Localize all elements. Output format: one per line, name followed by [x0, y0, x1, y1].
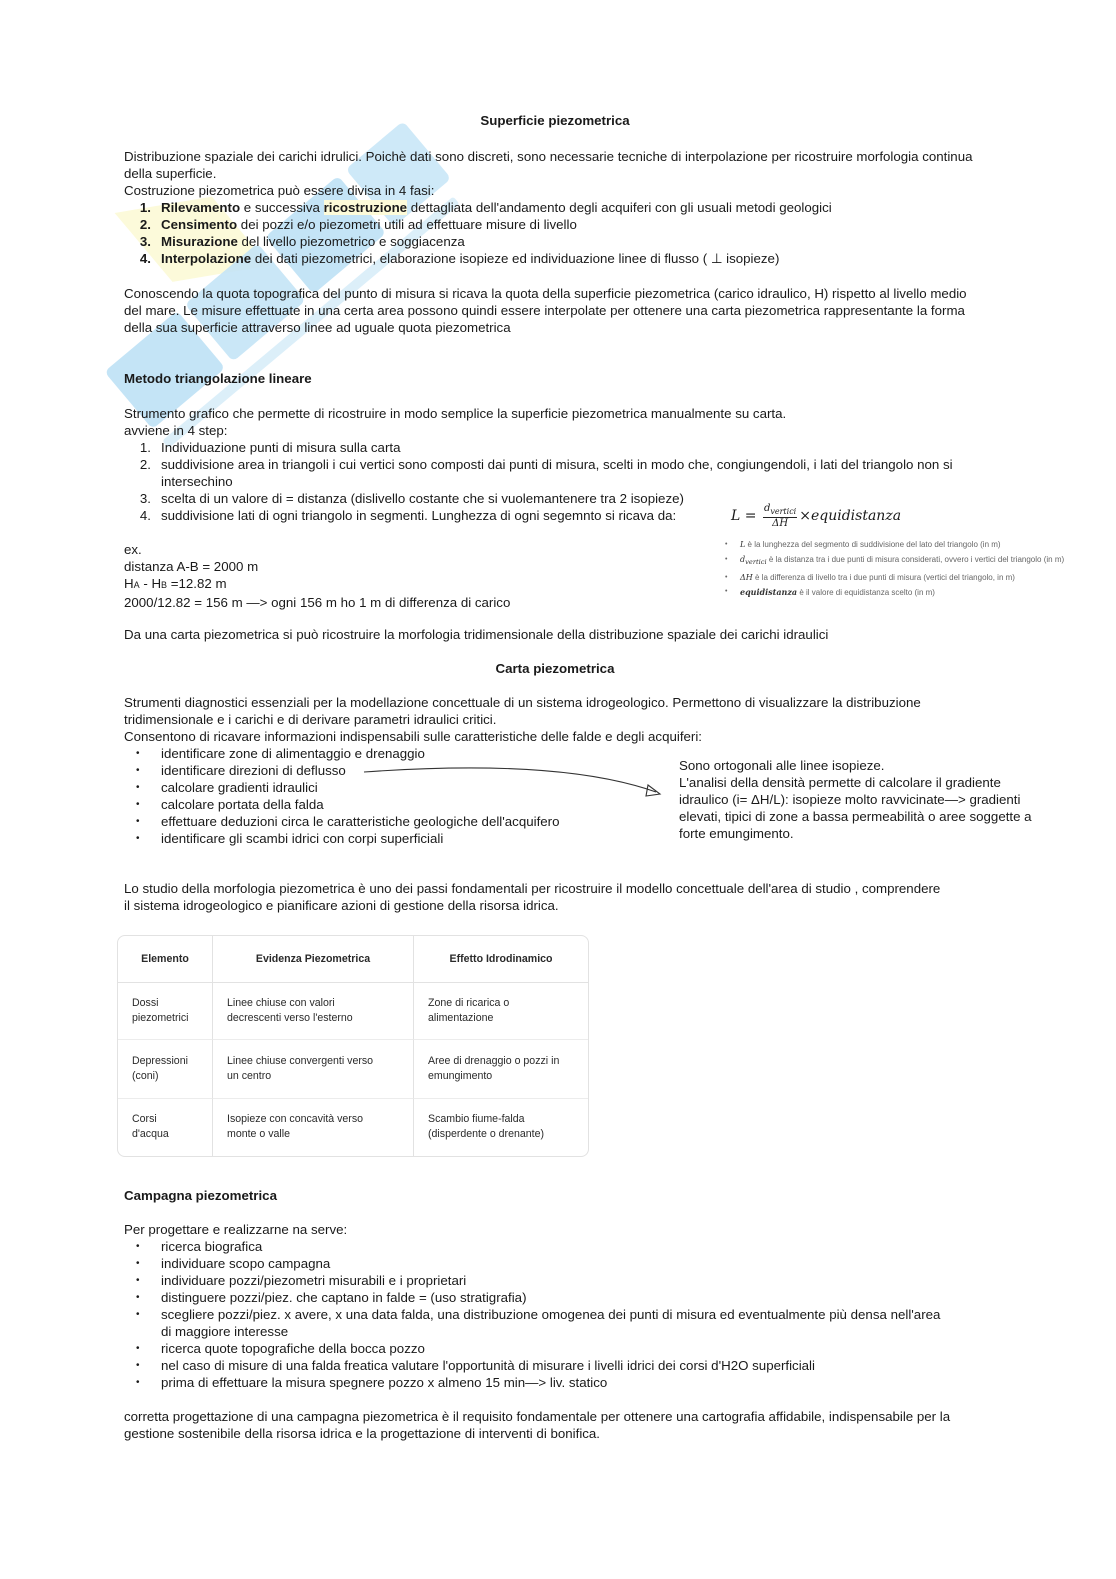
example-block: ex. distanza A-B = 2000 m HA - HB =12.82 m 2000/12.82 = 156 m —> ogni 156 m ho 1 m di differenza di carico: [124, 542, 511, 610]
formula-legend: [724, 538, 1114, 601]
table-cell: Isopieze con concavità verso monte o valle: [212, 1098, 413, 1156]
segment-length-formula: L = $\frac{d_{vertici}}{\Delta H}$ ×equidistanza: [731, 503, 902, 529]
table-cell: Aree di drenaggio o pozzi in emungimento: [413, 1039, 588, 1097]
list-item: • distinguere pozzi/piez. che captano in falde = (uso stratigrafia): [136, 1290, 527, 1305]
list-item: • identificare direzioni di deflusso: [136, 763, 346, 778]
column-header: Elemento: [118, 936, 212, 983]
list-item: • prima di effettuare la misura spegnere pozzo x almeno 15 min—> liv. statico: [136, 1375, 608, 1390]
section-title-carta: Carta piezometrica: [495, 661, 615, 676]
carta-info-intro: Consentono di ricavare informazioni indispensabili sulle caratteristiche delle falde e degli acquiferi:: [124, 729, 702, 744]
list-item: 1. Rilevamento e successiva ricostruzione dettagliata dell'andamento degli acquiferi con gli usuali metodi geologici: [139, 200, 832, 215]
morfologia-paragraph: Lo studio della morfologia piezometrica è uno dei passi fondamentali per ricostruire il modello concettuale dell'area di studio , comprendere il sistema idrogeologico e pianificare azioni di gestione della risorsa idrica.: [124, 881, 941, 913]
list-item: • effettuare deduzioni circa le caratteristiche geologiche dell'acquifero: [136, 814, 560, 829]
list-item: 2. Censimento dei pozzi e/o piezometri utili ad effettuare misure di livello: [139, 217, 577, 232]
table-row: [118, 983, 588, 1039]
intro-paragraph: Distribuzione spaziale dei carichi idrulici. Poichè dati sono discreti, sono necessarie tecniche di interpolazione per ricostruire morfologia continua della superficie.: [124, 149, 973, 181]
table-row: [118, 1039, 588, 1097]
list-item: • calcolare portata della falda: [136, 797, 324, 812]
tri-paragraph: Strumento grafico che permette di ricostruire in modo semplice la superficie piezometrica manualmente su carta.: [124, 406, 787, 421]
phases-intro: Costruzione piezometrica può essere divisa in 4 fasi:: [124, 183, 435, 198]
page-title: Superficie piezometrica: [480, 113, 630, 128]
list-item: • scegliere pozzi/piez. x avere, x una data falda, una distribuzione omogenea dei punti di misura ed eventualmente più densa nell'area di maggiore interesse: [136, 1307, 941, 1339]
table-row: [118, 1098, 588, 1156]
list-item: • identificare zone di alimentaggio e drenaggio: [136, 746, 425, 761]
list-item: • $d_{vertici}$ è la distanza tra i due punti di misura considerati, ovvero i vertici del triangolo (in m): [725, 554, 1065, 567]
list-item: 3. Misurazione del livello piezometrico e soggiacenza: [139, 234, 465, 249]
table-cell: Corsi d'acqua: [118, 1098, 212, 1156]
list-item: • L è la lunghezza del segmento di suddivisione del lato del triangolo (in m): [725, 540, 1001, 549]
flow-direction-note: Sono ortogonali alle linee isopieze. L'analisi della densità permette di calcolare il gradiente idraulico (i= ΔH/L): isopieze molto ravvicinate—> gradienti elevati, tipici di zone a bassa permeabilità o aree soggette a forte emungimento.: [679, 758, 1032, 841]
campagna-closing: corretta progettazione di una campagna piezometrica è il requisito fondamentale per ottenere una cartografia affidabile, indispensabile per la gestione sostenibile della risorsa idrica e la progettazione di interventi di bonifica.: [124, 1409, 951, 1441]
tri-closing: Da una carta piezometrica si può ricostruire la morfologia tridimensionale della distribuzione spaziale dei carichi idraulici: [124, 627, 829, 642]
table-cell: Depressioni (coni): [118, 1039, 212, 1097]
list-item: • ricerca biografica: [136, 1239, 263, 1254]
list-item: • identificare gli scambi idrici con corpi superficiali: [136, 831, 444, 846]
annotation-arrow: [360, 760, 670, 800]
table-cell: Dossi piezometrici: [132, 997, 189, 1025]
list-item: 1. Individuazione punti di misura sulla carta: [139, 440, 401, 455]
table-cell: Linee chiuse con valori decrescenti verso l'esterno: [212, 983, 413, 1039]
list-item: • individuare scopo campagna: [136, 1256, 331, 1271]
table-cell: Zone di ricarica o alimentazione: [413, 983, 588, 1039]
column-header: Effetto Idrodinamico: [413, 936, 588, 983]
table-cell: Scambio fiume-falda (disperdente o drenante): [413, 1098, 588, 1156]
list-item: • ricerca quote topografiche della bocca pozzo: [136, 1341, 425, 1356]
carta-paragraph: Strumenti diagnostici essenziali per la modellazione concettuale di un sistema idrogeologico. Permettono di visualizzare la distribuzione tridimensionale e i carichi e di derivare parametri idraulici critici.: [124, 695, 921, 727]
column-header: Evidenza Piezometrica: [212, 936, 413, 983]
table-header-row: [118, 936, 588, 983]
list-item: • equidistanza è il valore di equidistanza scelto (in m): [725, 587, 935, 598]
campagna-intro: Per progettare e realizzarne na serve:: [124, 1222, 348, 1237]
piezometric-features-table: [117, 935, 589, 1157]
list-item: • nel caso di misure di una falda freatica valutare l'opportunità di misurare i livelli idrici dei corsi d'H2O superficiali: [136, 1358, 815, 1373]
campagna-steps-list: [124, 1238, 954, 1391]
list-item: 4. Interpolazione dei dati piezometrici, elaborazione isopieze ed individuazione linee di flusso ( ⊥ isopieze): [139, 251, 780, 266]
list-item: • individuare pozzi/piezometri misurabili e i proprietari: [136, 1273, 467, 1288]
table-cell: Linee chiuse convergenti verso un centro: [212, 1039, 413, 1097]
section-heading-triangolazione: Metodo triangolazione lineare: [124, 371, 312, 386]
list-item: 2. suddivisione area in triangoli i cui vertici sono composti dai punti di misura, scelti in modo che, congiungendoli, i lati del triangolo non si intersechino: [139, 457, 953, 489]
list-item: 3. scelta di un valore di = distanza (dislivello costante che si vuolemantenere tra 2 isopieze): [139, 491, 684, 506]
list-item: 4. suddivisione lati di ogni triangolo in segmenti. Lunghezza di ogni segemnto si ricava da:: [139, 508, 677, 523]
phases-list: [124, 199, 1024, 267]
section-heading-campagna: Campagna piezometrica: [124, 1188, 277, 1203]
tri-steps-intro: avviene in 4 step:: [124, 423, 228, 438]
list-item: • ΔH è la differenza di livello tra i due punti di misura (vertici del triangolo, in m): [725, 572, 1015, 582]
list-item: • calcolare gradienti idraulici: [136, 780, 318, 795]
quota-paragraph: Conoscendo la quota topografica del punto di misura si ricava la quota della superficie piezometrica (carico idraulico, H) rispetto al livello medio del mare. Le misure effettuate in una certa area possono quindi essere interpolate per ottenere una carta piezometrica rappresentante la forma della sua superficie attraverso linee ad uguale quota piezometrica: [124, 286, 967, 335]
